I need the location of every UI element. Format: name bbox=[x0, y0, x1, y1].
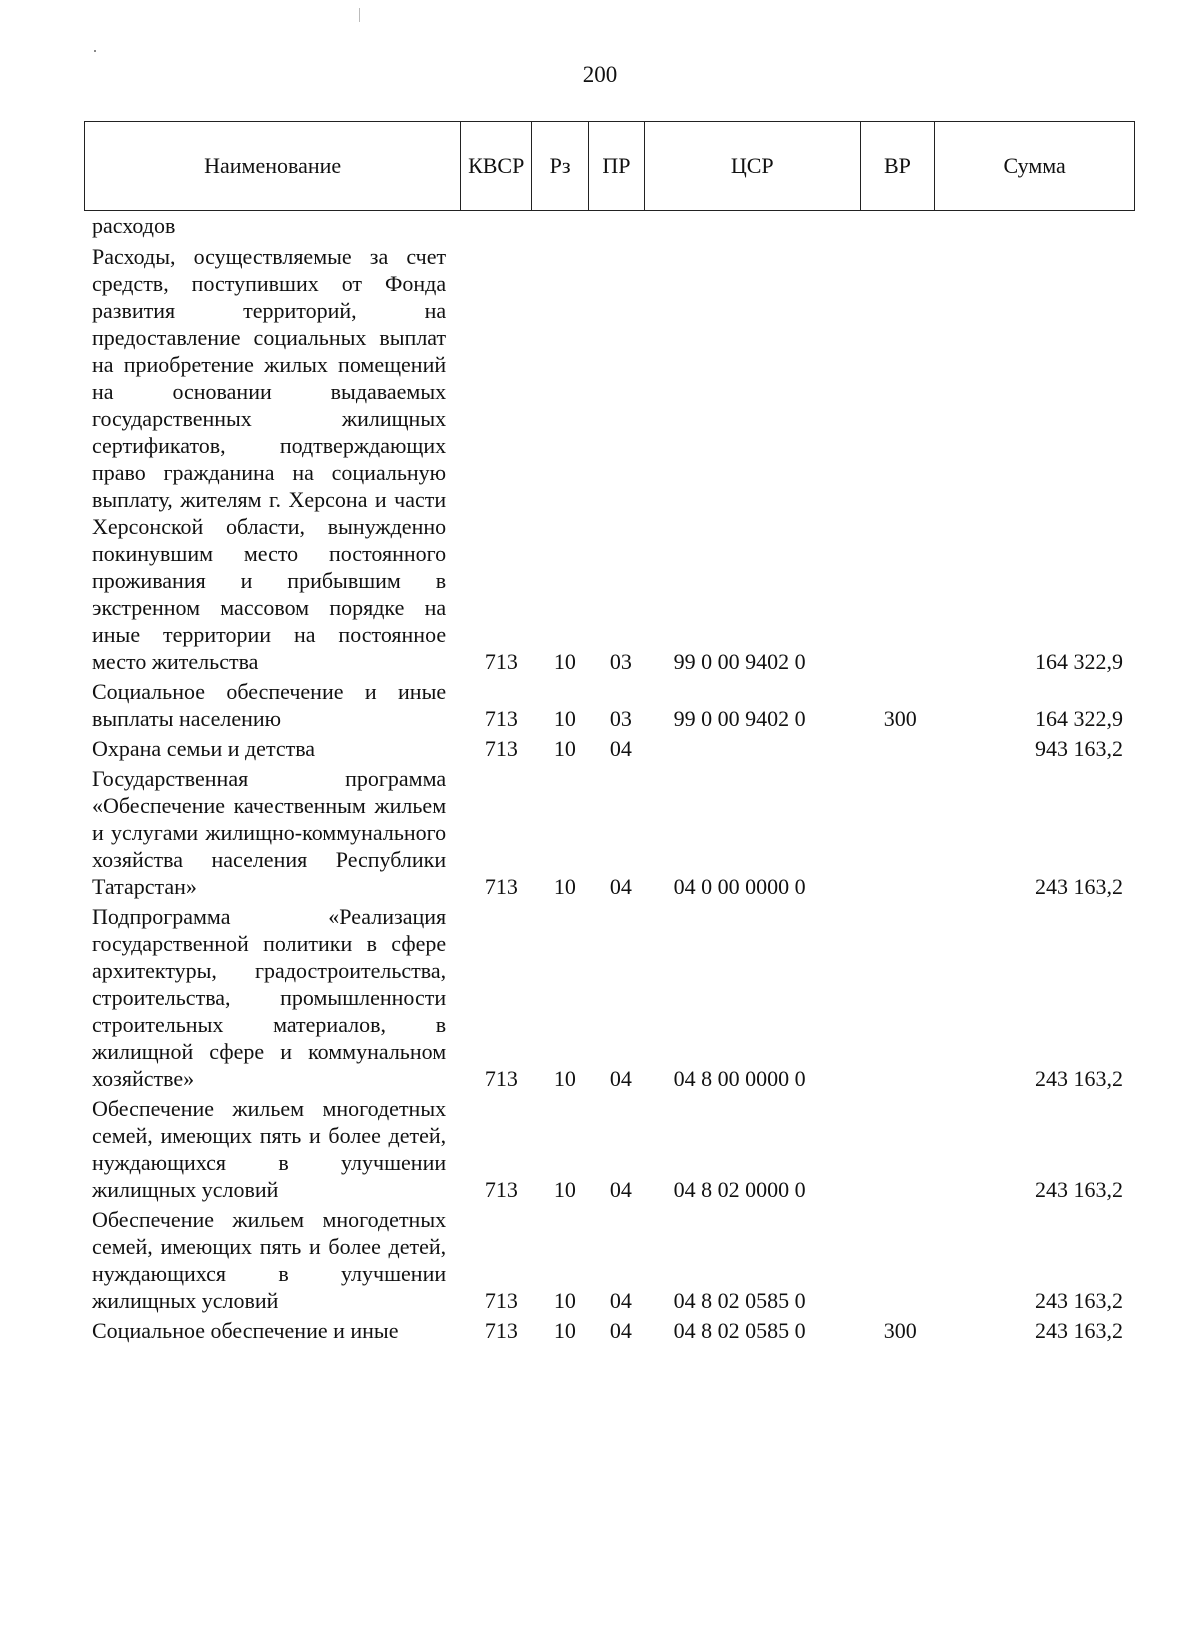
row-name: Социальное обеспечение и иные выплаты населению bbox=[92, 679, 447, 731]
row-pr: 04 bbox=[609, 736, 632, 761]
row-kvsr: 713 bbox=[484, 874, 518, 899]
header-name: Наименование bbox=[85, 122, 461, 210]
header-kvsr: КВСР bbox=[461, 122, 532, 210]
scan-mark bbox=[359, 8, 360, 22]
row-pr: 04 bbox=[609, 1288, 632, 1313]
row-kvsr: 713 bbox=[484, 706, 518, 731]
table-row bbox=[92, 1206, 1135, 1314]
table-row bbox=[92, 1317, 1135, 1344]
table-row bbox=[92, 212, 1135, 239]
row-sum: 243 163,2 bbox=[1035, 1177, 1123, 1202]
row-kvsr: 713 bbox=[484, 649, 518, 674]
row-name: Охрана семьи и детства bbox=[92, 736, 316, 761]
table-body bbox=[92, 212, 1135, 1347]
row-pr: 03 bbox=[609, 706, 632, 731]
row-name: Обеспечение жильем многодетных семей, имеющих пять и более детей, нуждающихся в улучшении жилищных условий bbox=[92, 1096, 447, 1202]
row-rz: 10 bbox=[553, 706, 576, 731]
row-sum: 243 163,2 bbox=[1035, 1318, 1123, 1343]
row-rz: 10 bbox=[553, 1288, 576, 1313]
row-csr: 04 8 00 0000 0 bbox=[673, 1066, 806, 1091]
header-vr: ВР bbox=[861, 122, 936, 210]
table-row bbox=[92, 678, 1135, 732]
row-kvsr: 713 bbox=[484, 1288, 518, 1313]
row-name: Социальное обеспечение и иные bbox=[92, 1318, 399, 1343]
row-csr: 99 0 00 9402 0 bbox=[673, 649, 806, 674]
header-csr: ЦСР bbox=[645, 122, 861, 210]
header-rz: Рз bbox=[532, 122, 589, 210]
row-kvsr: 713 bbox=[484, 1177, 518, 1202]
page-number: 200 bbox=[582, 62, 618, 87]
table-row bbox=[92, 903, 1135, 1092]
row-pr: 04 bbox=[609, 874, 632, 899]
header-sum: Сумма bbox=[1003, 153, 1066, 178]
row-vr: 300 bbox=[883, 1318, 917, 1343]
row-rz: 10 bbox=[553, 1066, 576, 1091]
row-name: Расходы, осуществляемые за счет средств, поступивших от Фонда развития территорий, на предоставление социальных выплат на приобретение жилых помещений на основании выдаваемых государственных жилищных сертификатов, подтверждающих право гражданина на социальную выплату, жителям г. Херсона и части Херсонской области, вынужденно покинувшим место постоянного проживания и прибывшим в экстренном массовом порядке на иные территории на постоянное место жительства bbox=[92, 244, 447, 674]
table-row bbox=[92, 1095, 1135, 1203]
row-name: Подпрограмма «Реализация государственной политики в сфере архитектуры, градостроительства, строительства, промышленности строительных материалов, в жилищной сфере и коммунальном хозяйстве» bbox=[92, 904, 447, 1091]
row-csr: 04 8 02 0585 0 bbox=[673, 1288, 806, 1313]
row-rz: 10 bbox=[553, 1318, 576, 1343]
row-sum: 164 322,9 bbox=[1035, 649, 1123, 674]
row-name: Обеспечение жильем многодетных семей, имеющих пять и более детей, нуждающихся в улучшении жилищных условий bbox=[92, 1207, 447, 1313]
table-row bbox=[92, 765, 1135, 900]
row-pr: 04 bbox=[609, 1066, 632, 1091]
table-header bbox=[84, 121, 1135, 211]
row-rz: 10 bbox=[553, 874, 576, 899]
row-rz: 10 bbox=[553, 649, 576, 674]
row-vr: 300 bbox=[883, 706, 917, 731]
row-pr: 04 bbox=[609, 1318, 632, 1343]
row-sum: 243 163,2 bbox=[1035, 874, 1123, 899]
row-name: Государственная программа «Обеспечение качественным жильем и услугами жилищно-коммунального хозяйства населения Республики Татарстан» bbox=[92, 766, 447, 899]
row-sum: 243 163,2 bbox=[1035, 1288, 1123, 1313]
row-kvsr: 713 bbox=[484, 1318, 518, 1343]
table-row bbox=[92, 735, 1135, 762]
scan-dot bbox=[94, 50, 96, 52]
row-name: расходов bbox=[92, 213, 176, 238]
row-csr: 04 8 02 0000 0 bbox=[673, 1177, 806, 1202]
row-pr: 03 bbox=[609, 649, 632, 674]
row-kvsr: 713 bbox=[484, 1066, 518, 1091]
table-row bbox=[92, 243, 1135, 675]
row-sum: 243 163,2 bbox=[1035, 1066, 1123, 1091]
row-csr: 04 0 00 0000 0 bbox=[673, 874, 806, 899]
header-pr: ПР bbox=[589, 122, 645, 210]
row-sum: 164 322,9 bbox=[1035, 706, 1123, 731]
row-rz: 10 bbox=[553, 1177, 576, 1202]
row-kvsr: 713 bbox=[484, 736, 518, 761]
row-sum: 943 163,2 bbox=[1035, 736, 1123, 761]
row-csr: 99 0 00 9402 0 bbox=[673, 706, 806, 731]
row-csr: 04 8 02 0585 0 bbox=[673, 1318, 806, 1343]
row-rz: 10 bbox=[553, 736, 576, 761]
row-pr: 04 bbox=[609, 1177, 632, 1202]
